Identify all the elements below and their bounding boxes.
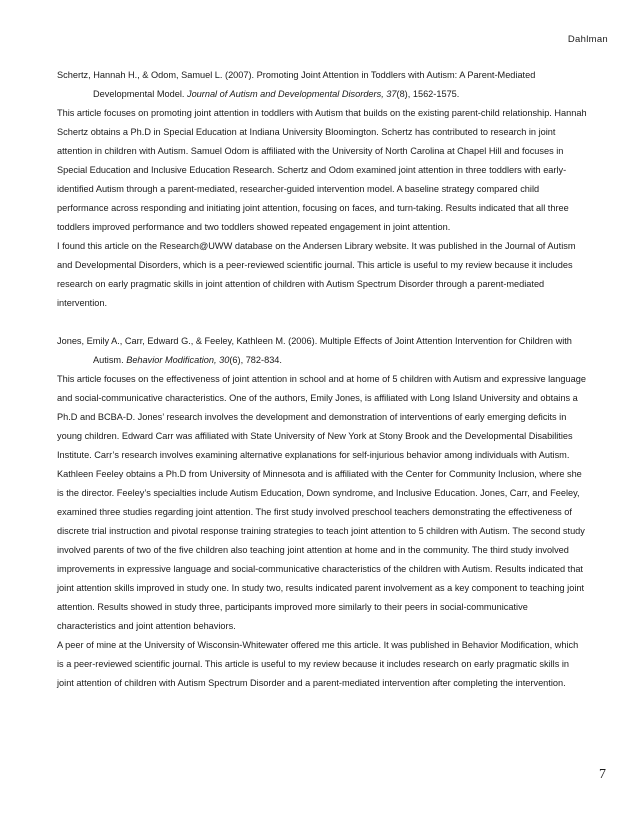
entry-spacer [57,313,587,332]
bibliography-entry [57,332,587,693]
page-number: 7 [599,767,606,782]
citation-text: Jones, Emily A., Carr, Edward G., & Feeley, Kathleen M. (2006). Multiple Effects of Joint Attention Intervention for Children with Autism. [57,336,572,365]
citation-text: Schertz, Hannah H., & Odom, Samuel L. (2007). Promoting Joint Attention in Toddlers with Autism: A Parent-Mediated Developmental Model. [57,70,536,99]
summary-paragraph: This article focuses on the effectiveness of joint attention in school and at home of 5 children with Autism and expressive language and social-communicative characteristics. One of the authors, Emily Jones, is affiliated with Long Island University and obtains a Ph.D and BCBA-D. Jones’ research involves the development and demonstration of interventions of early emerging deficits in young children. Edward Carr was affiliated with State University of New York at Stony Brook and the Developmental Disabilities Institute. Carr’s research involves examining alternative explanations for self-injurious behavior among individuals with Autism. Kathleen Feeley obtains a Ph.D from University of Minnesota and is affiliated with the Center for Community Inclusion, where she is the director. Feeley’s specialties include Autism Education, Down syndrome, and Inclusive Education. Jones, Carr, and Feeley, examined three studies regarding joint attention. The first study involved preschool teachers demonstrating the effectiveness of discrete trial instruction and pivotal response training strategies to teach joint attention to 5 children with Autism. The second study involved parents of two of the five children also teaching joint attention at home and in the community. The third study involved improvements in expressive language and social-communicative characteristics of the children with Autism. Results indicated that joint attention skills improved in study one. In study two, results indicated parent involvement as a key component to teaching joint attention. Results showed in study three, participants improved more similarly to their peers in social-communicative characteristics and joint attention behaviors. [57,374,586,631]
bibliography-entry [57,66,587,313]
citation-issue-pages: (8), 1562-1575. [396,89,460,99]
citation-journal: Journal of Autism and Developmental Disorders, 37 [186,89,397,99]
citation [57,66,587,104]
evaluation-paragraph: A peer of mine at the University of Wisconsin-Whitewater offered me this article. It was published in Behavior Modification, which is a peer-reviewed scientific journal. This article is useful to my review because it includes research on early pragmatic skills in joint attention of children with Autism Spectrum Disorder and a parent-mediated intervention after completing the intervention. [57,640,579,688]
evaluation-paragraph: I found this article on the Research@UWW database on the Andersen Library website. It was published in the Journal of Autism and Developmental Disorders, which is a peer-reviewed scientific journal. This article is useful to my review because it includes research on early pragmatic skills in joint attention of children with Autism Spectrum Disorder through a parent-mediated intervention. [57,241,576,308]
citation-issue-pages: (6), 782-834. [229,355,282,365]
summary-paragraph: This article focuses on promoting joint attention in toddlers with Autism that builds on the existing parent-child relationship. Hannah Schertz obtains a Ph.D in Special Education at Indiana University Bloomington. Schertz has contributed to research in joint attention in children with Autism. Samuel Odom is affiliated with the University of North Carolina at Chapel Hill and focuses in Special Education and Inclusive Education Research. Schertz and Odom examined joint attention in three toddlers with early-identified Autism through a parent-mediated, researcher-guided intervention model. A baseline strategy compared child performance across responding and initiating joint attention, focusing on faces, and turn-taking. Results indicated that all three toddlers improved performance and two toddlers showed repeated engagement in joint attention. [57,108,587,232]
citation [57,332,587,370]
running-head-author: Dahlman [567,34,608,45]
citation-journal: Behavior Modification, 30 [126,355,230,365]
annotated-bibliography [57,66,587,693]
